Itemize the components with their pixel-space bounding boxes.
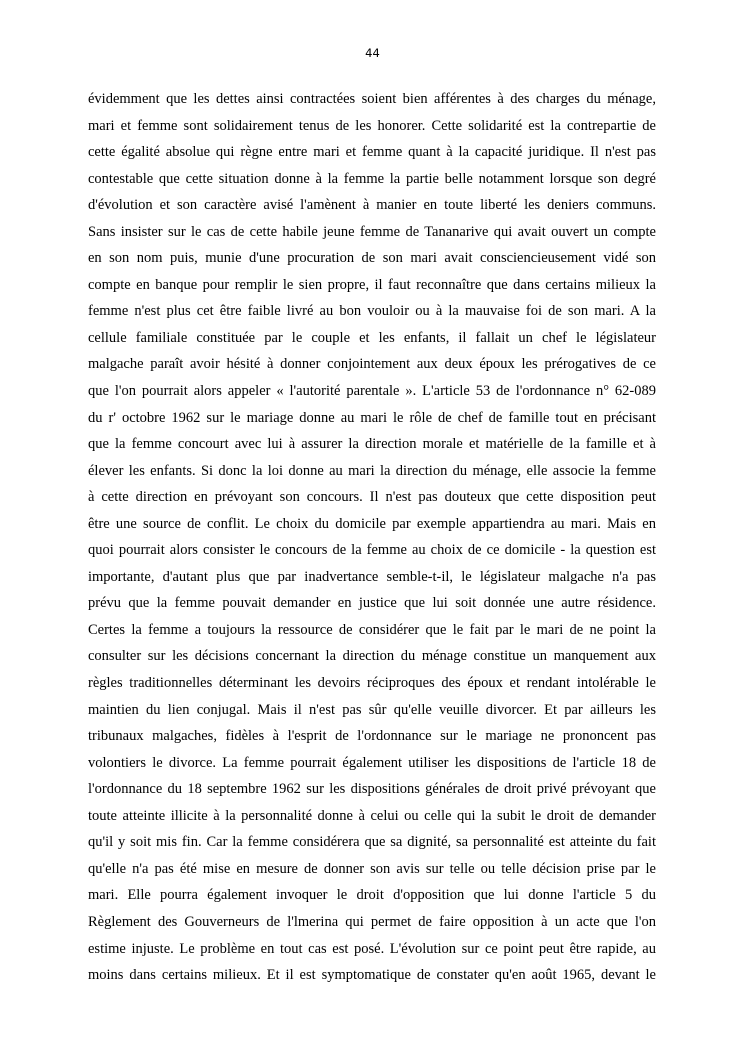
text-line: importante, d'autant plus que par inadvertance semble-t-il, le législateur malgache n'a pas [88,568,656,585]
text-line: élever les enfants. Si donc la loi donne au mari la direction du ménage, elle associe la femme [88,462,656,479]
text-line: qu'elle n'a pas été mise en mesure de donner son avis sur telle ou telle décision prise par le [88,860,656,877]
text-line: être une source de conflit. Le choix du domicile par exemple appartiendra au mari. Mais en [88,515,656,532]
text-line: d'évolution et son caractère avisé l'amènent à manier en toute liberté les deniers communs. [88,197,656,214]
page-number: 44 [365,46,380,60]
text-line: mari. Elle pourra également invoquer le droit d'opposition que lui donne l'article 5 du [88,887,656,904]
text-line: quoi pourrait alors consister le concours de la femme au choix de ce domicile - la question est [88,542,656,559]
text-line: que l'on pourrait alors appeler « l'autorité parentale ». L'article 53 de l'ordonnance n° 62-089 [88,383,656,400]
text-line: règles traditionnelles déterminant les devoirs réciproques des époux et rendant intolérable le [88,675,656,692]
text-line: en son nom puis, munie d'une procuration de son mari avait consciencieusement vidé son [88,250,656,267]
text-line: l'ordonnance du 18 septembre 1962 sur les dispositions générales de droit privé prévoyant que [88,781,656,798]
text-line: à cette direction en prévoyant son concours. Il n'est pas douteux que cette disposition peut [88,489,656,506]
text-line: consulter sur les décisions concernant la direction du ménage constitue un manquement aux [88,648,656,665]
text-line: Certes la femme a toujours la ressource de considérer que le fait par le mari de ne point la [88,621,656,638]
text-line: toute atteinte illicite à la personnalité donne à celui ou celle qui la subit le droit de demander [88,807,656,824]
text-line: prévu que la femme pouvait demander en justice que lui soit donnée une autre résidence. [88,595,656,612]
text-line: que la femme concourt avec lui à assurer la direction morale et matérielle de la famille et à [88,436,656,453]
text-line: cellule familiale constituée par le couple et les enfants, il fallait un chef le législateur [88,329,656,346]
text-line: compte en banque pour remplir le sien propre, il faut reconnaître que dans certains milieux la [88,276,656,293]
text-line: femme n'est plus cet être faible livré au bon vouloir ou à la mauvaise foi de son mari. A la [88,303,656,320]
text-line: cette égalité absolue qui règne entre mari et femme quant à la capacité juridique. Il n'est pas [88,144,656,161]
text-line: contestable que cette situation donne à la femme la partie belle notamment lorsque son degré [88,170,656,187]
text-line: malgache paraît avoir hésité à donner conjointement aux deux époux les prérogatives de ce [88,356,656,373]
text-line: Règlement des Gouverneurs de l'lmerina qui permet de faire opposition à un acte que l'on [88,913,656,930]
text-line: estime injuste. Le problème en tout cas est posé. L'évolution sur ce point peut être rapide, au [88,940,656,957]
text-line: Sans insister sur le cas de cette habile jeune femme de Tananarive qui avait ouvert un compte [88,223,656,240]
text-line: qu'il y soit mis fin. Car la femme considérera que sa dignité, sa personnalité est atteinte du fait [88,834,656,851]
text-line: du r' octobre 1962 sur le mariage donne au mari le rôle de chef de famille tout en précisant [88,409,656,426]
text-line: mari et femme sont solidairement tenus de les honorer. Cette solidarité est la contrepartie de [88,117,656,134]
body-paragraph [88,86,656,989]
text-line: moins dans certains milieux. Et il est symptomatique de constater qu'en août 1965, devant le [88,967,656,984]
text-line: volontiers le divorce. La femme pourrait également utiliser les dispositions de l'article 18 de [88,754,656,771]
text-line: évidemment que les dettes ainsi contractées soient bien afférentes à des charges du ménage, [88,91,656,107]
text-line: maintien du lien conjugal. Mais il n'est pas sûr qu'elle veuille divorcer. Et par ailleurs les [88,701,656,718]
text-line: tribunaux malgaches, fidèles à l'esprit de l'ordonnance sur le mariage ne prononcent pas [88,728,656,745]
